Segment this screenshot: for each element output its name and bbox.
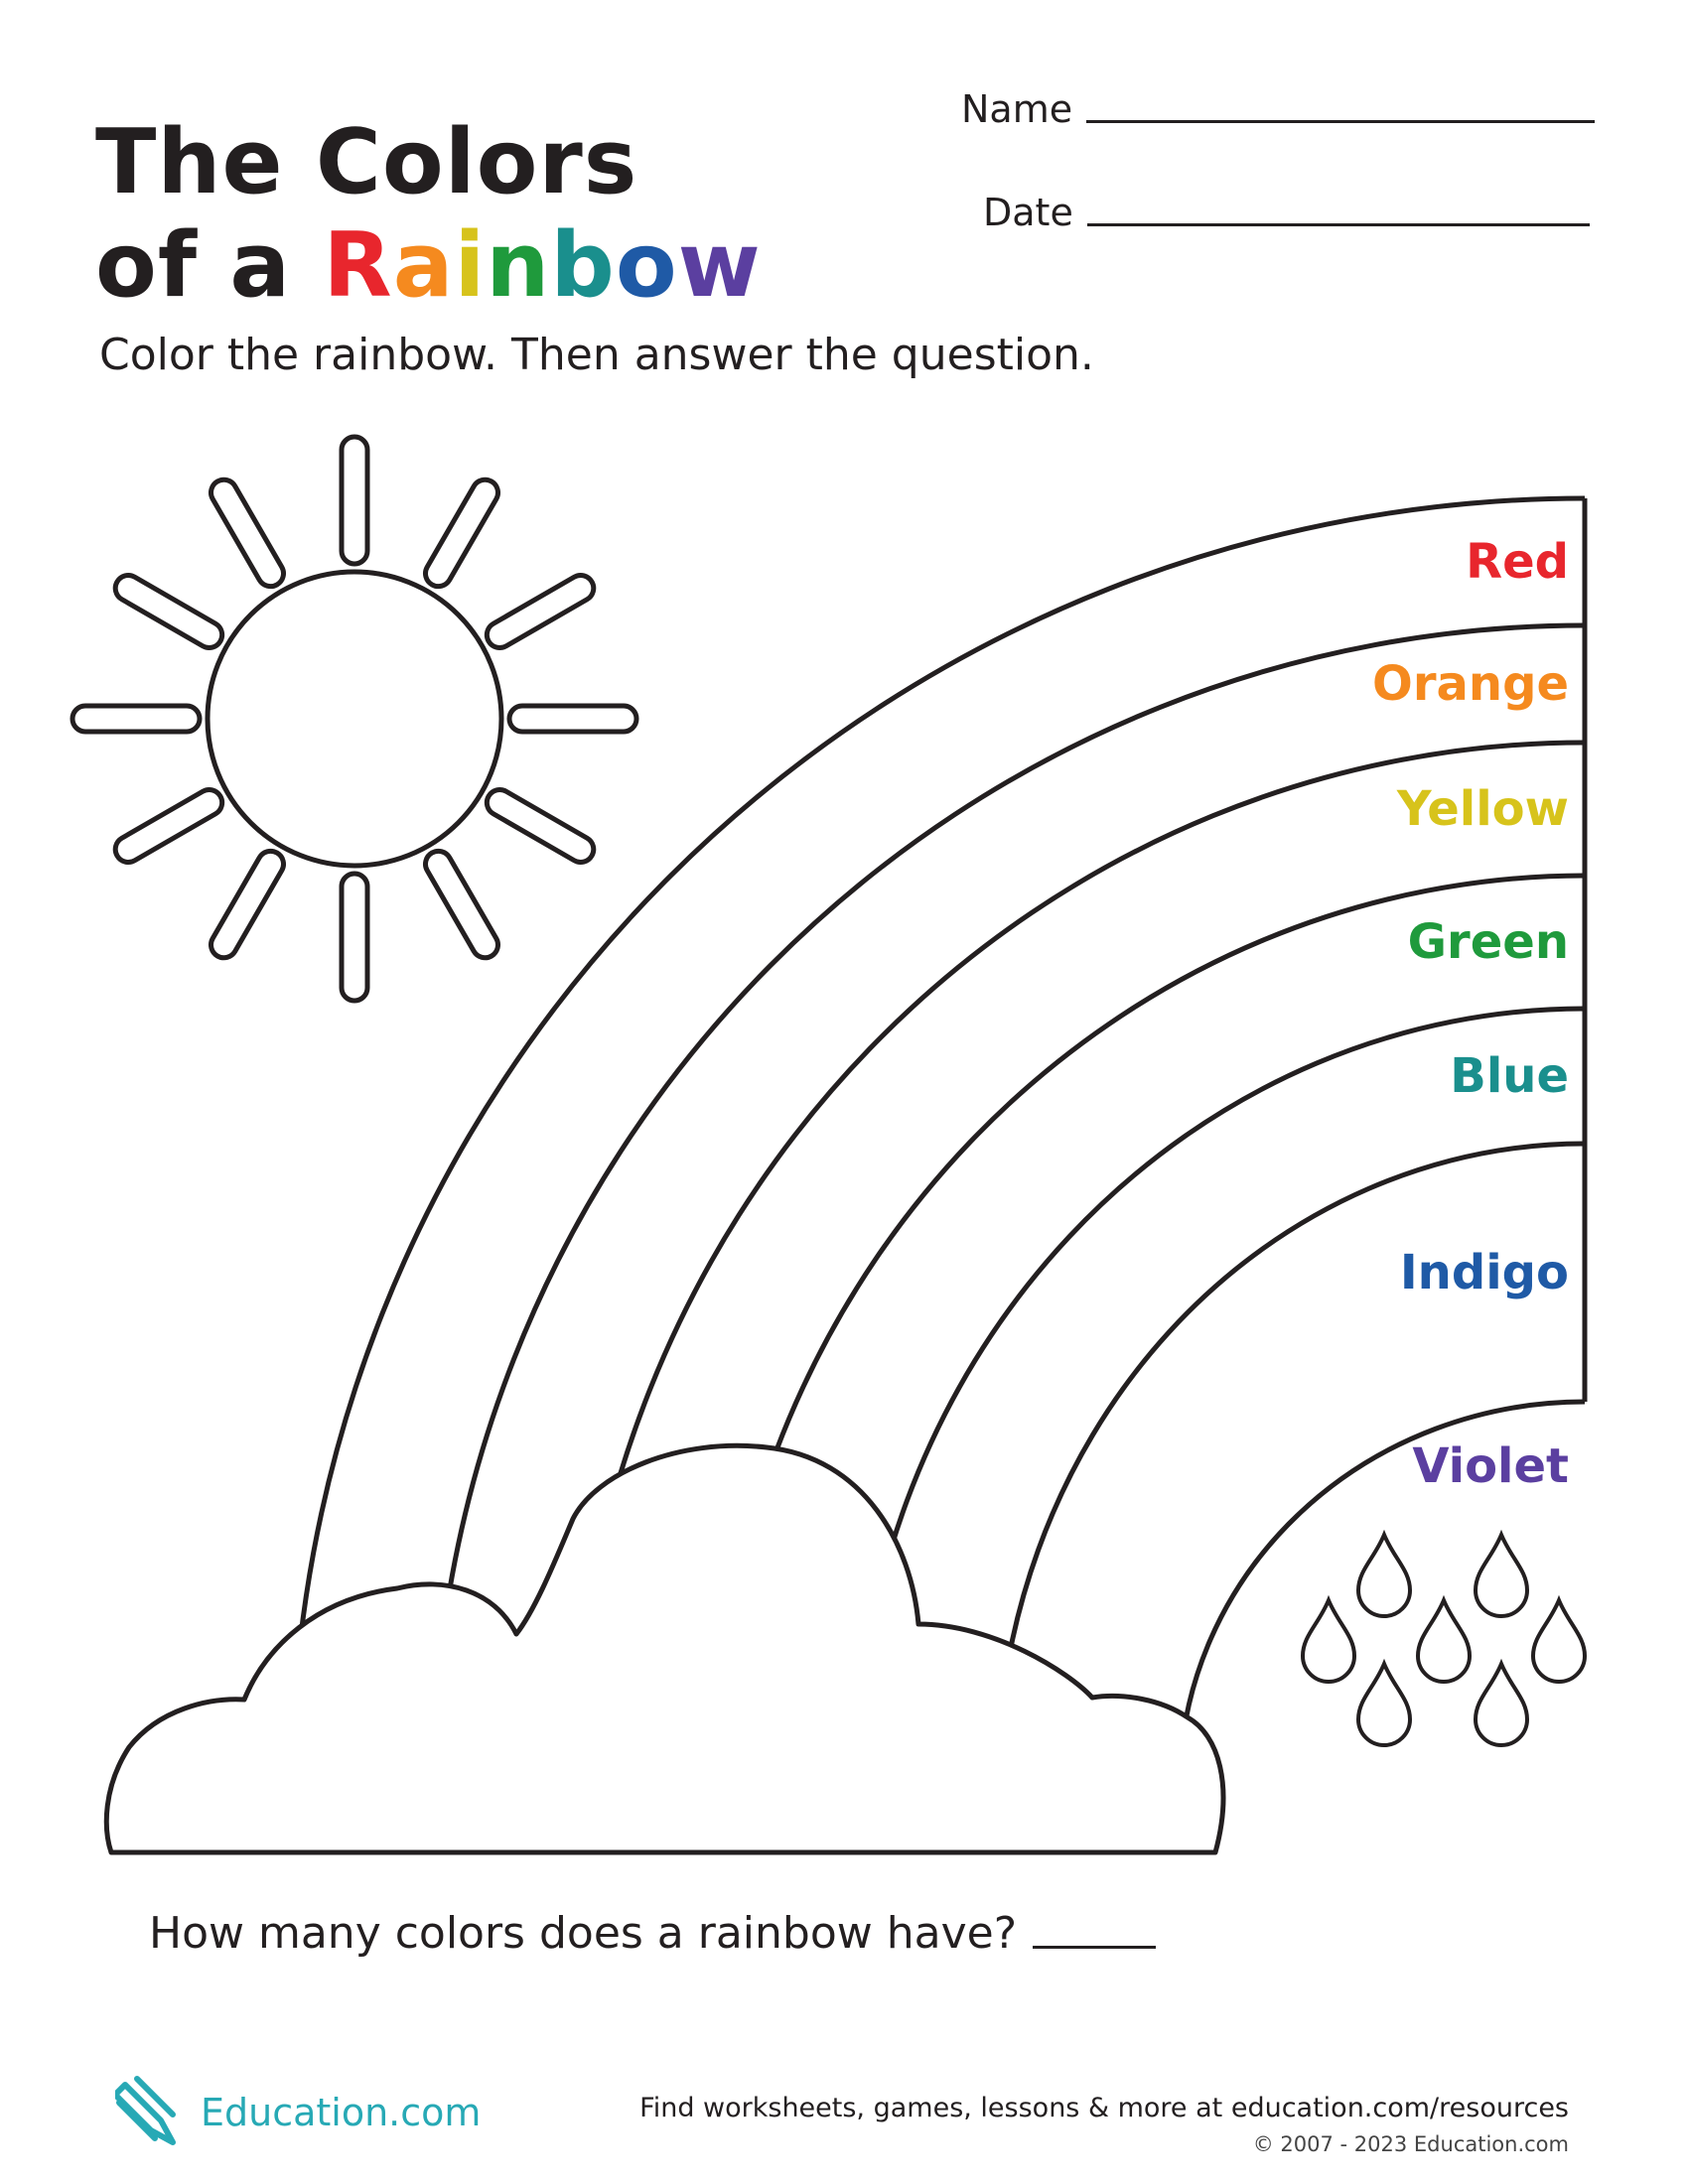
question — [149, 1908, 1156, 1959]
sun-ray — [509, 706, 636, 732]
copyright: © 2007 - 2023 Education.com — [1252, 2132, 1569, 2156]
sun-ray — [342, 874, 367, 1001]
raindrop — [1358, 1535, 1410, 1616]
band-label-blue: Blue — [1450, 1048, 1569, 1104]
sun-ray — [421, 475, 503, 591]
band-label-indigo: Indigo — [1399, 1245, 1569, 1300]
sun-ray — [207, 847, 289, 963]
title-line-1: The Colors — [95, 110, 638, 214]
question-text: How many colors does a rainbow have? — [149, 1908, 1018, 1959]
raindrop — [1358, 1664, 1410, 1745]
rainbow-letter-3: n — [486, 213, 551, 318]
pencil-logo-icon — [115, 2075, 195, 2150]
sun-ray — [342, 437, 367, 564]
instructions: Color the rainbow. Then answer the question. — [99, 330, 1094, 380]
footer-link[interactable]: Find worksheets, games, lessons & more at education.com/resources — [639, 2093, 1569, 2123]
raindrop — [1476, 1664, 1527, 1745]
date-label: Date — [983, 191, 1073, 234]
raindrop — [1533, 1600, 1585, 1682]
band-label-red: Red — [1466, 534, 1569, 590]
raindrop — [1476, 1535, 1527, 1616]
sun-ray — [110, 571, 226, 653]
title-prefix: of a — [95, 213, 324, 318]
band-label-yellow: Yellow — [1396, 781, 1569, 837]
sun-ray — [483, 785, 599, 868]
band-label-orange: Orange — [1372, 656, 1569, 712]
rainbow-letter-4: b — [550, 213, 616, 318]
band-label-violet: Violet — [1412, 1438, 1569, 1494]
logo-text: Education.com — [201, 2091, 482, 2134]
rainbow-letter-1: a — [392, 213, 455, 318]
sun-ray — [110, 785, 226, 868]
answer-blank[interactable] — [1033, 1946, 1156, 1949]
raindrop — [1303, 1600, 1354, 1682]
sun-icon — [72, 437, 636, 1001]
sun-ray — [483, 571, 599, 653]
raindrops-icon — [1303, 1535, 1585, 1745]
raindrop — [1418, 1600, 1470, 1682]
sun-ray — [421, 847, 503, 963]
sun-disc — [208, 572, 501, 866]
name-label: Name — [961, 87, 1073, 131]
sun-ray — [72, 706, 200, 732]
sun-ray — [207, 475, 289, 591]
rainbow-letter-5: o — [615, 213, 678, 318]
education-logo[interactable] — [115, 2075, 481, 2150]
band-label-green: Green — [1407, 914, 1569, 970]
rainbow-letter-0: R — [323, 213, 393, 318]
rainbow-letter-6: w — [677, 213, 762, 318]
rainbow-letter-2: i — [454, 213, 487, 318]
